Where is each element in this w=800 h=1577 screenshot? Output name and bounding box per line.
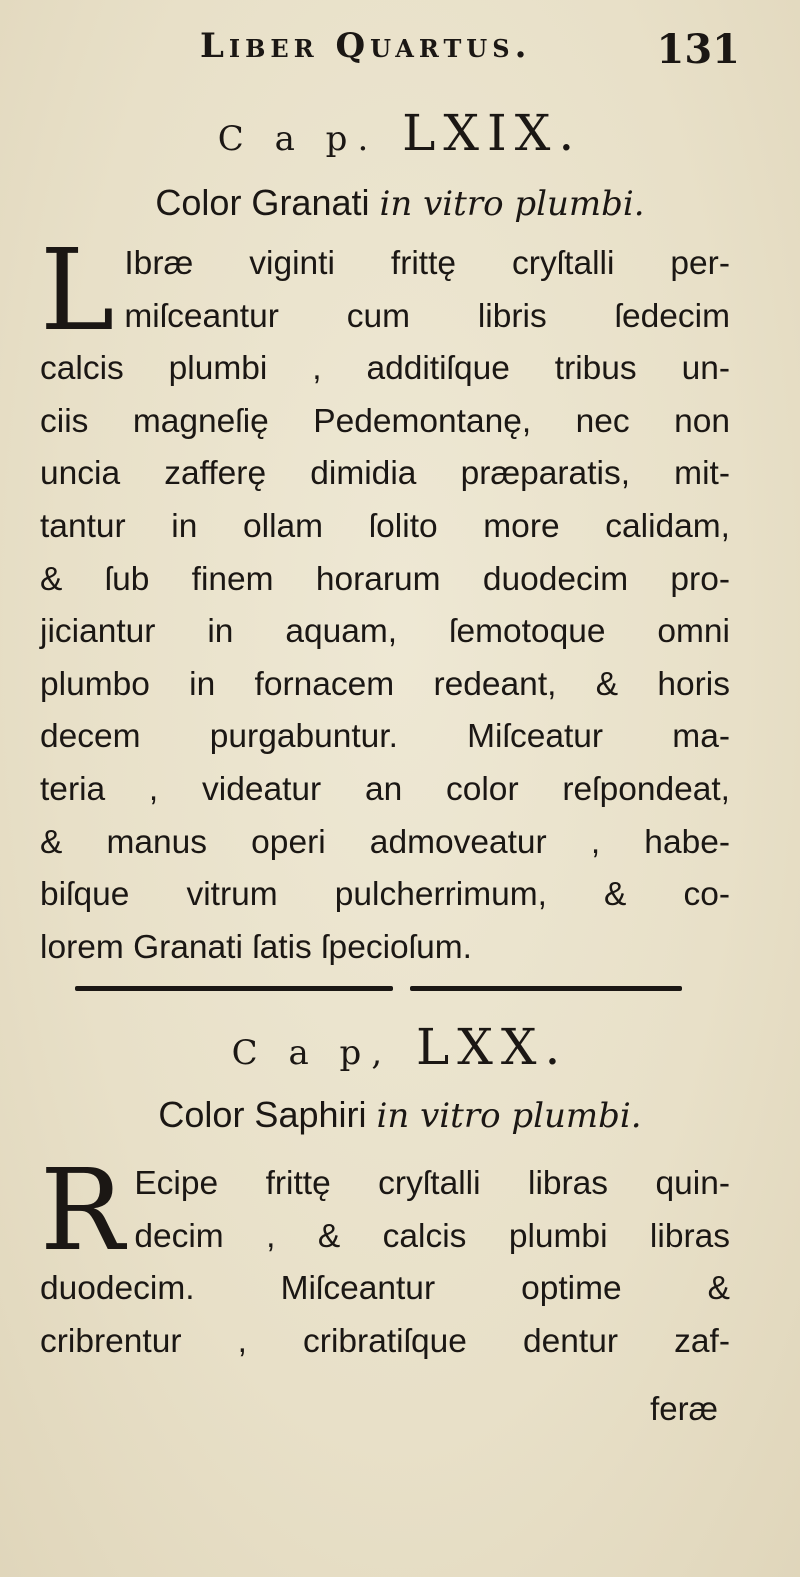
text-line: cribrentur , cribratiſque dentur zaf-	[40, 1322, 730, 1360]
text-line: & manus operi admoveatur , habe-	[40, 823, 730, 861]
page-number: 131	[656, 26, 740, 73]
drop-capital: R	[40, 1146, 125, 1276]
subtitle-italic: in vitro plumbi.	[376, 1096, 642, 1136]
text-line: lorem Granati ſatis ſpecioſum.	[40, 928, 472, 966]
chapter-body-70	[40, 1146, 730, 1368]
text-line: & ſub finem horarum duodecim pro-	[40, 560, 730, 598]
drop-capital: L	[40, 226, 115, 356]
section-divider-right	[410, 986, 682, 991]
text-line: teria , videatur an color reſpondeat,	[40, 770, 730, 808]
text-line: plumbo in fornacem redeant, & horis	[40, 665, 730, 703]
chapter-heading-70	[0, 1018, 800, 1076]
chapter-subtitle-69	[0, 182, 800, 224]
text-line: biſque vitrum pulcherrimum, & co-	[40, 876, 730, 914]
text-line: ciis magneſię Pedemontanę, nec non	[40, 402, 730, 440]
running-head	[50, 26, 760, 76]
chapter-prefix: C a p,	[231, 1033, 393, 1073]
text-line: jiciantur in aquam, ſemotoque omni	[40, 613, 730, 651]
chapter-number: LXIX.	[402, 104, 583, 162]
running-title: Liber Quartus.	[200, 26, 532, 66]
chapter-subtitle-70	[0, 1094, 800, 1136]
text-line: duodecim. Miſceantur optime &	[40, 1270, 730, 1308]
chapter-prefix: C a p.	[217, 119, 379, 159]
text-line: miſceantur cum libris ſedecim	[124, 297, 730, 335]
text-line: decim , & calcis plumbi libras	[134, 1217, 730, 1255]
catchword: feræ	[650, 1390, 718, 1427]
chapter-heading-69	[0, 104, 800, 162]
section-divider-left	[75, 986, 393, 991]
subtitle-main: Color Saphiri	[158, 1094, 367, 1135]
subtitle-main: Color Granati	[155, 182, 370, 223]
subtitle-italic: in vitro plumbi.	[379, 184, 645, 224]
text-line: Ibræ viginti frittę cryſtalli per-	[124, 245, 730, 282]
chapter-body-69	[40, 226, 730, 974]
text-line: calcis plumbi , additiſque tribus un-	[40, 350, 730, 388]
text-line: Ecipe frittę cryſtalli libras quin-	[134, 1165, 730, 1202]
text-line: uncia zafferę dimidia præparatis, mit-	[40, 455, 730, 493]
text-line: decem purgabuntur. Miſceatur ma-	[40, 718, 730, 756]
chapter-number: LXX.	[416, 1018, 569, 1076]
text-line: tantur in ollam ſolito more calidam,	[40, 507, 730, 545]
